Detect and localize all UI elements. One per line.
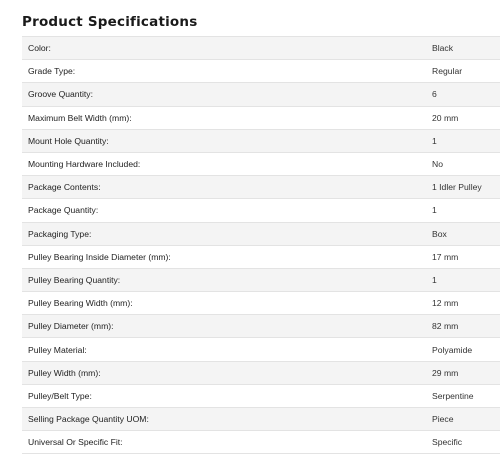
- spec-label: Groove Quantity:: [22, 83, 426, 106]
- spec-label: Pulley Width (mm):: [22, 361, 426, 384]
- spec-label: Packaging Type:: [22, 222, 426, 245]
- spec-row: [22, 338, 500, 361]
- spec-value: Piece: [426, 408, 500, 431]
- spec-row: [22, 292, 500, 315]
- spec-label: Color:: [22, 37, 426, 60]
- spec-label: Package Quantity:: [22, 199, 426, 222]
- spec-row: [22, 199, 500, 222]
- spec-label: Mount Hole Quantity:: [22, 129, 426, 152]
- spec-row: [22, 152, 500, 175]
- spec-label: Pulley Bearing Quantity:: [22, 268, 426, 291]
- spec-row: [22, 60, 500, 83]
- spec-row: [22, 408, 500, 431]
- spec-value: 12 mm: [426, 292, 500, 315]
- spec-label: Pulley Diameter (mm):: [22, 315, 426, 338]
- spec-row: [22, 176, 500, 199]
- spec-value: 1: [426, 129, 500, 152]
- spec-value: 82 mm: [426, 315, 500, 338]
- spec-label: Mounting Hardware Included:: [22, 152, 426, 175]
- spec-row: [22, 106, 500, 129]
- spec-value: 1: [426, 268, 500, 291]
- spec-label: Maximum Belt Width (mm):: [22, 106, 426, 129]
- spec-label: Pulley/Belt Type:: [22, 384, 426, 407]
- spec-label: Pulley Bearing Width (mm):: [22, 292, 426, 315]
- spec-row: [22, 129, 500, 152]
- spec-row: [22, 37, 500, 60]
- spec-value: 29 mm: [426, 361, 500, 384]
- spec-row: [22, 315, 500, 338]
- spec-row: [22, 361, 500, 384]
- spec-label: Package Contents:: [22, 176, 426, 199]
- spec-value: 6: [426, 83, 500, 106]
- spec-value: Black: [426, 37, 500, 60]
- spec-row: [22, 83, 500, 106]
- spec-row: [22, 384, 500, 407]
- spec-row: [22, 431, 500, 454]
- specifications-table: [22, 36, 500, 454]
- spec-row: [22, 245, 500, 268]
- spec-value: 20 mm: [426, 106, 500, 129]
- spec-value: 1 Idler Pulley: [426, 176, 500, 199]
- spec-row: [22, 268, 500, 291]
- spec-value: Polyamide: [426, 338, 500, 361]
- spec-row: [22, 222, 500, 245]
- spec-value: Specific: [426, 431, 500, 454]
- spec-label: Pulley Material:: [22, 338, 426, 361]
- spec-value: 17 mm: [426, 245, 500, 268]
- spec-label: Selling Package Quantity UOM:: [22, 408, 426, 431]
- spec-label: Universal Or Specific Fit:: [22, 431, 426, 454]
- spec-value: Box: [426, 222, 500, 245]
- spec-value: 1: [426, 199, 500, 222]
- spec-label: Grade Type:: [22, 60, 426, 83]
- specifications-table-body: [22, 37, 500, 454]
- spec-value: No: [426, 152, 500, 175]
- spec-value: Regular: [426, 60, 500, 83]
- section-title: Product Specifications: [22, 14, 198, 30]
- spec-value: Serpentine: [426, 384, 500, 407]
- spec-label: Pulley Bearing Inside Diameter (mm):: [22, 245, 426, 268]
